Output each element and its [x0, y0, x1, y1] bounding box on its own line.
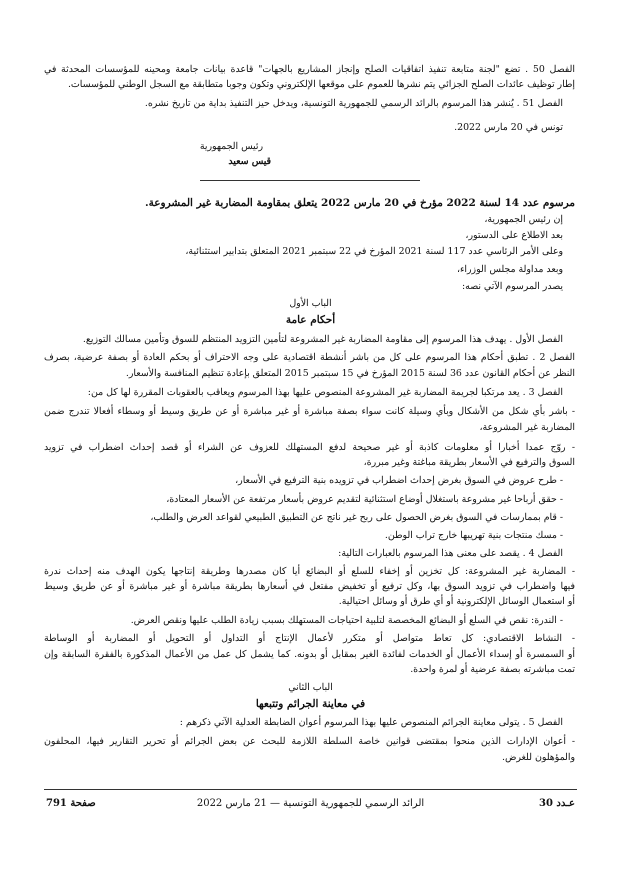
- article-50-line-2: إطار توظيف عائدات الصلح الجزائي يتم نشرها للعموم على موقعها الإلكتروني وتكون وجوبا متطابقة مع السجل الوطني للمؤسسات.: [67, 79, 575, 90]
- preamble-5: يصدر المرسوم الآتي نصه:: [462, 281, 563, 292]
- definition-activity-line-2: أو السمسرة أو إسداء الأعمال أو الخدمات لفائدة الغير بمقابل أو بدونه. كما يشمل كل عمل من الأعمال المذكورة بالفقرة السابقة وإن: [44, 649, 575, 660]
- footer-page-number: صفحة 791: [46, 798, 96, 809]
- definition-activity-line-1: - النشاط الاقتصادي: كل تعاط متواصل أو متكرر لأعمال الإنتاج أو التداول أو التحويل أو المضاربة أو الوساطة: [44, 633, 575, 644]
- chapter-1-label: الباب الأول: [289, 298, 332, 309]
- preamble-3: وعلى الأمر الرئاسي عدد 117 لسنة 2021 المؤرخ في 22 سبتمبر 2021 المتعلق بتدابير استثنائية،: [185, 246, 563, 257]
- article-5-item-1-line-1: - أعوان الإدارات الذين منحوا بمقتضى قوانين خاصة السلطة اللازمة للبحث عن بعض الجرائم أو تحرير التقارير فيها، المحلفون: [44, 736, 575, 747]
- preamble-4: وبعد مداولة مجلس الوزراء،: [456, 264, 563, 275]
- definition-activity-line-3: تمت مباشرته بصفة عرضية أو لمرة واحدة.: [410, 664, 575, 675]
- article-3-item-2-line-2: السوق والترفيع في الأسعار بطريقة مباغتة وغير مبررة،: [363, 457, 575, 468]
- footer-issue-number: عـدد 30: [538, 798, 575, 809]
- footer-journal: الرائد الرسمي للجمهورية التونسية — 21 مارس 2022: [196, 798, 425, 809]
- article-2-line-2: النظر عن أحكام القانون عدد 36 لسنة 2015 المؤرخ في 15 سبتمبر 2015 المتعلق بإعادة تنظيم المنافسة والأسعار.: [125, 368, 575, 379]
- preamble-2: بعد الاطلاع على الدستور،: [465, 230, 563, 241]
- definition-scarcity: - الندرة: نقص في السلع أو البضائع المخصصة لتلبية احتياجات المستهلك بسبب زيادة الطلب عليها ونقص العرض.: [130, 615, 563, 626]
- article-3-item-1-line-1: - باشر بأي شكل من الأشكال وبأي وسيلة كانت سواء بصفة مباشرة أو غير مباشرة أو عن طريق وسيط أو وسطاء أفعالا تندرج ضمن: [44, 406, 575, 417]
- chapter-1-title: أحكام عامة: [285, 314, 336, 326]
- decree-title: مرسوم عدد 14 لسنة 2022 مؤرخ في 20 مارس 2022 يتعلق بمقاومة المضاربة غير المشروعة.: [144, 197, 575, 209]
- article-3-item-1-line-2: المضاربة غير المشروعة،: [479, 422, 575, 433]
- article-3-item-5: - قام بممارسات في السوق بغرض الحصول على ربح غير ناتج عن التطبيق الطبيعي لقواعد العرض والطلب،: [150, 512, 563, 523]
- definition-speculation-line-2: فيها واضطراب في تزويد السوق بها، وكل ترفيع أو تخفيض مفتعل في أسعارها بطريقة مباشرة أو غير مباشرة أو عن طريق وسيط: [44, 581, 575, 592]
- article-4-intro: الفصل 4 . يقصد على معنى هذا المرسوم بالعبارات التالية:: [338, 548, 563, 559]
- article-5-item-1-line-2: والمؤهلون للغرض.: [502, 752, 575, 763]
- article-5: الفصل 5 . يتولى معاينة الجرائم المنصوص عليها بهذا المرسوم أعوان الضابطة العدلية الآتي ذكرهم :: [179, 717, 563, 728]
- definition-speculation-line-1: - المضاربة غير المشروعة: كل تخزين أو إخفاء للسلع أو البضائع أيا كان مصدرها وطريقة إنتاجها يكون الهدف منه إحداث ندرة: [44, 566, 575, 577]
- definition-speculation-line-3: أو استعمال الوسائل الإلكترونية أو أي طرق أو وسائل احتيالية.: [338, 596, 575, 607]
- article-1: الفصل الأول . يهدف هذا المرسوم إلى مقاومة المضاربة غير المشروعة لتأمين التزويد المنتظم للسوق وتأمين مسالك التوزيع.: [82, 334, 563, 345]
- article-50-line-1: الفصل 50 . تضع "لجنة متابعة تنفيذ اتفاقيات الصلح وإنجاز المشاريع بالجهات" قاعدة بيانات جامعة ومحينه للمؤسسات المحدثة في: [44, 64, 575, 75]
- chapter-2-label: الباب الثاني: [288, 682, 333, 693]
- article-2-line-1: الفصل 2 . تطبق أحكام هذا المرسوم على كل من باشر أنشطة اقتصادية على وجه الاحتراف أو بحكم العادة أو بصفة عرضية، بصرف: [44, 352, 575, 363]
- section-divider: [200, 180, 420, 181]
- article-3-item-6: - مسك منتجات بنية تهريبها خارج تراب الوطن.: [384, 530, 563, 541]
- article-3-intro: الفصل 3 . يعد مرتكبا لجريمة المضاربة غير المشروعة المنصوص عليها بهذا المرسوم ويعاقب بالعقوبات المقررة لها كل من:: [87, 387, 563, 398]
- signatory-title: رئيس الجمهورية: [199, 141, 263, 152]
- signing-date: تونس في 20 مارس 2022.: [454, 122, 563, 133]
- preamble-1: إن رئيس الجمهورية،: [484, 214, 563, 225]
- signatory-name: قيس سعيد: [228, 156, 271, 167]
- article-3-item-3: - طرح عروض في السوق بغرض إحداث اضطراب في تزويده بنية الترفيع في الأسعار،: [235, 475, 563, 486]
- article-51: الفصل 51 . يُنشر هذا المرسوم بالرائد الرسمي للجمهورية التونسية، ويدخل حيز التنفيذ بداية من تاريخ نشره.: [144, 98, 563, 109]
- chapter-2-title: في معاينة الجرائم وتتبعها: [255, 698, 366, 710]
- article-3-item-4: - حقق أرباحا غير مشروعة باستغلال أوضاع استثنائية لتقديم عروض بأسعار مرتفعة عن الأسعار المعتادة،: [166, 494, 563, 505]
- footer-rule: [44, 789, 577, 790]
- article-3-item-2-line-1: - روّج عمدا أخبارا أو معلومات كاذبة أو غير صحيحة لدفع المستهلك للعزوف عن الشراء أو قصد إحداث اضطراب في تزويد: [44, 442, 575, 453]
